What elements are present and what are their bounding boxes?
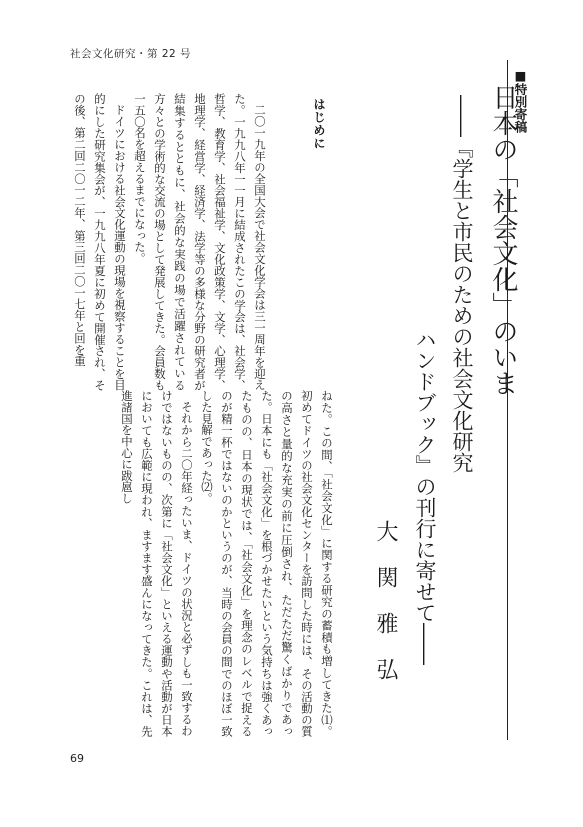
title-rule <box>507 60 508 740</box>
body-lower-block <box>120 390 337 737</box>
special-contribution-label: ■特別寄稿 <box>513 68 528 133</box>
section-heading: はじめに <box>312 98 326 150</box>
author-name: 大関雅弘 <box>373 520 398 704</box>
article-title: 日本の「社会文化」のいま <box>488 84 518 396</box>
body-paragraph: ねた。この間、「社会文化」に関する研究の蓄積も増してきた⑴。初めてドイツの社会文化センターを訪問した時には、その活動の質の高さと量的な充実の前に圧倒され、ただただ驚くばかりであった。日本にも「社会文化」を根づかせたいという気持ちは強くあったものの、日本の現状では、「社会文化」を理念のレベルで捉えるのが精一杯ではないのかというのが、当時の会員の間でのほぼ一致した見解であった⑵。 <box>200 390 334 737</box>
article-subtitle-line-1: ――『学生と市民のための社会文化研究 <box>450 95 474 473</box>
body-paragraph: それから二〇年経ったいま、ドイツの状況と必ずしも一致するわけではないものの、次第に「社会文化」といえる運動や活動が日本においても広範に現われ、ますます盛んになってきた。これは、先進諸国を中心に跋扈し <box>120 390 194 737</box>
body-paragraph: ドイツにおける社会文化運動の現場を視察することを目的にした研究集会が、一九九八年夏に初めて開催され、その後、第二回二〇一二年、第三回二〇一七年と回を重 <box>73 93 127 391</box>
body-upper-block <box>70 93 270 391</box>
page-number: 69 <box>70 752 84 765</box>
article-subtitle-line-2: ハンドブック』の刊行に寄せて―― <box>413 329 437 665</box>
journal-header: 社会文化研究・第 22 号 <box>70 48 192 60</box>
body-paragraph: 二〇一九年の全国大会で社会文化学会は三一周年を迎えた。一九九八年一一月に結成されたこの学会は、社会学、哲学、教育学、社会福祉学、文化政策学、文学、心理学、地理学、経営学、経済学、法学等の多様な分野の研究者が結集するとともに、社会的な実践の場で活躍されている方々との学術的な交流の場として発展してきた。会員数も一五〇名を超えるまでになった。 <box>133 93 267 391</box>
